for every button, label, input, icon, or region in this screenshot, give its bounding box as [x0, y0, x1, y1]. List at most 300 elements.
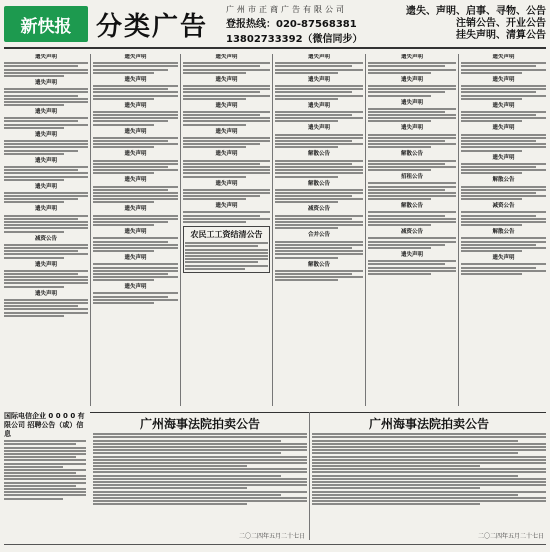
- text-line: [368, 134, 456, 136]
- text-line: [93, 267, 178, 269]
- text-line: [275, 91, 352, 93]
- text-line: [4, 315, 64, 317]
- classified-ad: [183, 103, 270, 126]
- text-line: [368, 62, 456, 64]
- text-line: [461, 163, 546, 165]
- text-line: [93, 166, 168, 168]
- text-line: [461, 134, 546, 136]
- text-line: [93, 201, 154, 203]
- ad-heading: 遗失声明: [215, 151, 238, 158]
- classified-ad: [368, 229, 456, 249]
- text-line: [461, 114, 536, 116]
- ad-heading: 遗失声明: [34, 54, 57, 60]
- ad-heading: 解散公告: [400, 151, 423, 158]
- court-section-rule: [90, 412, 546, 413]
- text-line: [275, 244, 363, 246]
- text-line: [4, 273, 78, 275]
- classified-ad: [275, 181, 363, 204]
- text-line: [93, 111, 178, 113]
- text-line: [275, 253, 363, 255]
- text-line: [93, 500, 307, 502]
- text-line: [93, 137, 178, 139]
- text-line: [4, 443, 76, 445]
- text-line: [93, 221, 168, 223]
- service-tags-line-1: 遗失、声明、启事、寻物、公告: [406, 6, 546, 17]
- text-line: [4, 166, 88, 168]
- text-line: [368, 69, 456, 71]
- text-line: [93, 279, 154, 281]
- ad-heading: 遗失声明: [215, 54, 238, 60]
- ad-heading: 遗失声明: [400, 54, 423, 60]
- text-line: [93, 91, 178, 93]
- ad-heading: 解散公告: [492, 229, 515, 236]
- text-line: [368, 117, 456, 119]
- text-line: [461, 189, 546, 191]
- text-line: [4, 472, 76, 474]
- text-line: [275, 140, 352, 142]
- ad-heading: 减资公告: [400, 229, 423, 236]
- text-line: [4, 101, 88, 103]
- text-line: [93, 440, 281, 442]
- classified-ad: [368, 54, 456, 74]
- text-line: [461, 192, 536, 194]
- classified-ad: [275, 125, 363, 148]
- text-line: [183, 85, 270, 87]
- ad-heading: 遗失声明: [124, 284, 147, 291]
- text-line: [275, 72, 338, 74]
- ad-heading: 遗失声明: [34, 183, 57, 190]
- text-line: [93, 72, 154, 74]
- text-line: [4, 224, 88, 226]
- column-divider: [180, 54, 181, 406]
- text-line: [4, 257, 64, 259]
- text-line: [312, 497, 546, 499]
- text-line: [4, 95, 78, 97]
- text-line: [183, 111, 270, 113]
- text-line: [461, 117, 546, 119]
- ad-heading: 遗失声明: [34, 79, 57, 86]
- text-line: [312, 503, 480, 505]
- ad-column-3: [183, 54, 270, 406]
- ad-heading: 遗失声明: [124, 76, 147, 83]
- text-line: [93, 124, 154, 126]
- text-line: [368, 198, 431, 200]
- hotline: 登报热线：020-87568381: [226, 18, 357, 30]
- text-line: [275, 279, 338, 281]
- classified-ad: [4, 236, 88, 259]
- text-line: [4, 276, 88, 278]
- text-line: [185, 261, 258, 263]
- text-line: [93, 503, 247, 505]
- ad-heading: 减资公告: [492, 203, 515, 210]
- text-line: [275, 98, 338, 100]
- text-line: [4, 498, 63, 500]
- classified-ad: [275, 103, 363, 123]
- text-line: [4, 150, 78, 152]
- text-line: [368, 192, 456, 194]
- text-line: [183, 120, 270, 122]
- text-line: [4, 215, 88, 217]
- text-line: [461, 247, 546, 249]
- column-divider: [272, 54, 273, 406]
- text-line: [312, 471, 546, 473]
- text-line: [368, 88, 456, 90]
- text-line: [368, 91, 445, 93]
- ad-heading: 遗失声明: [124, 151, 147, 158]
- text-line: [4, 169, 78, 171]
- classified-ad: [4, 262, 88, 288]
- text-line: [312, 459, 546, 461]
- ad-heading: 遗失声明: [124, 128, 147, 135]
- classified-ad: [275, 262, 363, 282]
- classified-ad: [4, 158, 88, 181]
- classified-ad: [461, 177, 546, 200]
- text-line: [93, 484, 307, 486]
- text-line: [93, 160, 178, 162]
- ad-heading: 遗失声明: [492, 76, 515, 83]
- text-line: [93, 436, 307, 438]
- text-line: [275, 134, 363, 136]
- classified-ad: [275, 54, 363, 74]
- text-line: [93, 172, 154, 174]
- classified-ad: [368, 252, 456, 275]
- classified-ad: [275, 77, 363, 100]
- text-line: [4, 153, 64, 155]
- text-line: [4, 218, 78, 220]
- classified-ad: [93, 129, 178, 149]
- text-line: [93, 120, 168, 122]
- text-line: [93, 491, 307, 493]
- text-line: [183, 195, 260, 197]
- recruit-notice: [4, 412, 86, 538]
- text-line: [93, 433, 307, 435]
- text-line: [275, 201, 338, 203]
- text-line: [183, 169, 270, 171]
- text-line: [93, 192, 178, 194]
- text-line: [183, 137, 270, 139]
- text-line: [275, 215, 363, 217]
- text-line: [93, 215, 178, 217]
- text-line: [183, 98, 246, 100]
- text-line: [461, 215, 536, 217]
- ad-heading: 合并公告: [307, 232, 330, 239]
- text-line: [4, 143, 88, 145]
- text-line: [368, 241, 456, 243]
- ad-heading: 遗失声明: [215, 180, 238, 187]
- classified-ad: [93, 206, 178, 226]
- text-line: [275, 137, 363, 139]
- text-line: [93, 65, 178, 67]
- text-line: [368, 137, 456, 139]
- classified-ad: [461, 203, 546, 226]
- ad-heading: 遗失声明: [400, 76, 423, 83]
- text-line: [183, 91, 260, 93]
- text-line: [4, 488, 86, 490]
- text-line: [312, 484, 546, 486]
- farm-wage-notice: [183, 226, 270, 273]
- ad-heading: 遗失声明: [492, 255, 515, 262]
- text-line: [368, 215, 445, 217]
- text-line: [183, 95, 270, 97]
- ad-heading: 遗失声明: [215, 203, 238, 210]
- text-line: [185, 265, 268, 267]
- ad-heading: 遗失声明: [307, 76, 330, 83]
- classified-ad: [275, 206, 363, 229]
- text-line: [93, 494, 281, 496]
- ad-heading: 遗失声明: [34, 206, 57, 213]
- text-line: [183, 211, 270, 213]
- text-line: [461, 140, 536, 142]
- text-line: [461, 166, 536, 168]
- classified-ad: [183, 151, 270, 177]
- classified-ad: [4, 54, 88, 77]
- text-line: [93, 69, 168, 71]
- ad-heading: 遗失声明: [215, 76, 238, 83]
- text-line: [4, 270, 88, 272]
- column-divider: [458, 54, 459, 406]
- text-line: [93, 237, 178, 239]
- ad-heading: 遗失声明: [492, 102, 515, 109]
- text-line: [461, 95, 546, 97]
- text-line: [93, 241, 168, 243]
- text-line: [93, 62, 178, 64]
- text-line: [4, 282, 88, 284]
- text-line: [461, 62, 546, 64]
- text-line: [461, 186, 546, 188]
- text-line: [368, 163, 445, 165]
- text-line: [461, 72, 522, 74]
- recruit-notice-title: 国际电信企业 0 0 0 0 有限公司 招聘公告（或）信息: [4, 412, 85, 438]
- classified-ad: [93, 284, 178, 304]
- company-name: 广州市正商广告有限公司: [226, 4, 348, 14]
- classified-ad: [461, 155, 546, 175]
- text-line: [461, 91, 536, 93]
- classified-ad: [93, 77, 178, 100]
- text-line: [275, 273, 352, 275]
- classified-ad: [275, 232, 363, 258]
- text-line: [275, 198, 363, 200]
- court-auction-notice-right: [312, 416, 546, 540]
- text-line: [183, 72, 246, 74]
- text-line: [93, 478, 307, 480]
- text-line: [461, 221, 546, 223]
- text-line: [4, 65, 78, 67]
- ad-heading: 遗失声明: [124, 54, 147, 60]
- text-line: [461, 88, 546, 90]
- text-line: [312, 446, 546, 448]
- text-line: [461, 195, 546, 197]
- text-line: [183, 140, 270, 142]
- text-line: [368, 195, 456, 197]
- text-line: [275, 95, 363, 97]
- text-line: [93, 292, 178, 294]
- ad-heading: 减资公告: [307, 206, 330, 213]
- court-notice-date: 二〇二四年五月二十七日: [238, 533, 305, 540]
- text-line: [461, 267, 536, 269]
- ad-heading: 遗失声明: [124, 177, 147, 184]
- text-line: [312, 500, 546, 502]
- text-line: [275, 169, 363, 171]
- ad-heading: 招租公告: [400, 174, 423, 181]
- text-line: [4, 244, 88, 246]
- text-line: [93, 270, 178, 272]
- text-line: [4, 459, 86, 461]
- text-line: [275, 85, 363, 87]
- text-line: [312, 436, 546, 438]
- text-line: [4, 450, 86, 452]
- text-line: [461, 273, 522, 275]
- text-line: [93, 117, 178, 119]
- text-line: [93, 244, 178, 246]
- text-line: [93, 487, 247, 489]
- text-line: [368, 263, 445, 265]
- text-line: [4, 440, 86, 442]
- text-line: [275, 163, 352, 165]
- text-line: [4, 120, 78, 122]
- text-line: [461, 237, 546, 239]
- classified-ad: [183, 54, 270, 74]
- text-line: [461, 98, 522, 100]
- text-line: [4, 475, 86, 477]
- section-title: 分类广告: [96, 11, 209, 42]
- text-line: [4, 299, 88, 301]
- text-line: [183, 65, 260, 67]
- text-line: [183, 198, 246, 200]
- text-line: [4, 494, 86, 496]
- text-line: [183, 88, 270, 90]
- text-line: [4, 72, 88, 74]
- text-line: [368, 211, 456, 213]
- text-line: [368, 189, 445, 191]
- classified-ad: [4, 291, 88, 317]
- ad-heading: 遗失声明: [307, 54, 330, 60]
- text-line: [93, 449, 307, 451]
- text-line: [368, 85, 456, 87]
- text-line: [368, 72, 431, 74]
- court-auction-notice-left: [93, 416, 307, 540]
- text-line: [183, 69, 270, 71]
- classified-ad: [275, 151, 363, 177]
- text-line: [4, 62, 88, 64]
- text-line: [312, 475, 518, 477]
- text-line: [275, 247, 352, 249]
- text-line: [275, 117, 363, 119]
- text-line: [368, 260, 456, 262]
- ad-heading: 遗失声明: [124, 229, 147, 236]
- text-line: [275, 111, 363, 113]
- text-line: [93, 143, 178, 145]
- text-line: [4, 466, 63, 468]
- text-line: [275, 88, 363, 90]
- text-line: [312, 481, 546, 483]
- text-line: [4, 88, 88, 90]
- text-line: [93, 302, 154, 304]
- text-line: [368, 143, 456, 145]
- text-line: [185, 252, 268, 254]
- ad-heading: 遗失声明: [400, 125, 423, 132]
- text-line: [4, 447, 86, 449]
- text-line: [275, 62, 363, 64]
- text-line: [368, 224, 431, 226]
- classified-ad: [93, 151, 178, 174]
- text-line: [4, 312, 88, 314]
- text-line: [183, 117, 270, 119]
- text-line: [183, 192, 270, 194]
- ad-heading: 遗失声明: [34, 261, 57, 268]
- ad-heading: 遗失声明: [307, 102, 330, 109]
- text-line: [4, 124, 88, 126]
- text-line: [461, 150, 522, 152]
- text-line: [93, 140, 168, 142]
- text-line: [368, 140, 445, 142]
- text-line: [368, 267, 456, 269]
- text-line: [93, 247, 178, 249]
- ad-heading: 遗失声明: [215, 102, 238, 109]
- text-line: [275, 146, 338, 148]
- text-line: [93, 186, 178, 188]
- text-line: [461, 172, 522, 174]
- text-line: [312, 494, 518, 496]
- text-line: [4, 308, 88, 310]
- text-line: [368, 120, 431, 122]
- text-line: [312, 487, 480, 489]
- ad-heading: 遗失声明: [400, 99, 423, 106]
- text-line: [93, 299, 178, 301]
- classified-ad: [4, 206, 88, 232]
- text-line: [275, 195, 352, 197]
- ad-heading: 遗失声明: [492, 54, 515, 60]
- text-line: [183, 189, 270, 191]
- court-notice-title: 广州海事法院拍卖公告: [139, 417, 260, 431]
- ad-heading: 遗失声明: [34, 290, 57, 297]
- text-line: [461, 120, 522, 122]
- text-line: [4, 279, 88, 281]
- ad-heading: 遗失声明: [307, 125, 330, 132]
- text-line: [275, 257, 338, 259]
- text-line: [93, 169, 178, 171]
- classified-ad: [368, 77, 456, 97]
- text-line: [93, 459, 307, 461]
- text-line: [4, 485, 76, 487]
- text-line: [4, 453, 86, 455]
- text-line: [4, 286, 64, 288]
- text-line: [368, 247, 431, 249]
- text-line: [185, 242, 268, 244]
- text-line: [368, 160, 456, 162]
- ad-heading: 遗失声明: [400, 251, 423, 258]
- classified-ad: [368, 203, 456, 226]
- text-line: [4, 75, 64, 77]
- text-line: [312, 456, 546, 458]
- classified-ad: [93, 229, 178, 252]
- classified-ad: [93, 177, 178, 203]
- service-tags-line-2: 注销公告、开业公告: [456, 18, 546, 29]
- page-header: [4, 4, 546, 44]
- text-line: [185, 268, 245, 270]
- text-line: [275, 120, 338, 122]
- text-line: [368, 218, 456, 220]
- classified-ad: [461, 77, 546, 100]
- text-line: [4, 227, 88, 229]
- text-line: [275, 221, 363, 223]
- text-line: [275, 172, 363, 174]
- classified-ad: [4, 184, 88, 204]
- text-line: [368, 244, 445, 246]
- text-line: [93, 468, 307, 470]
- text-line: [4, 247, 88, 249]
- classified-ad: [183, 129, 270, 149]
- ad-heading: 遗失声明: [34, 131, 57, 138]
